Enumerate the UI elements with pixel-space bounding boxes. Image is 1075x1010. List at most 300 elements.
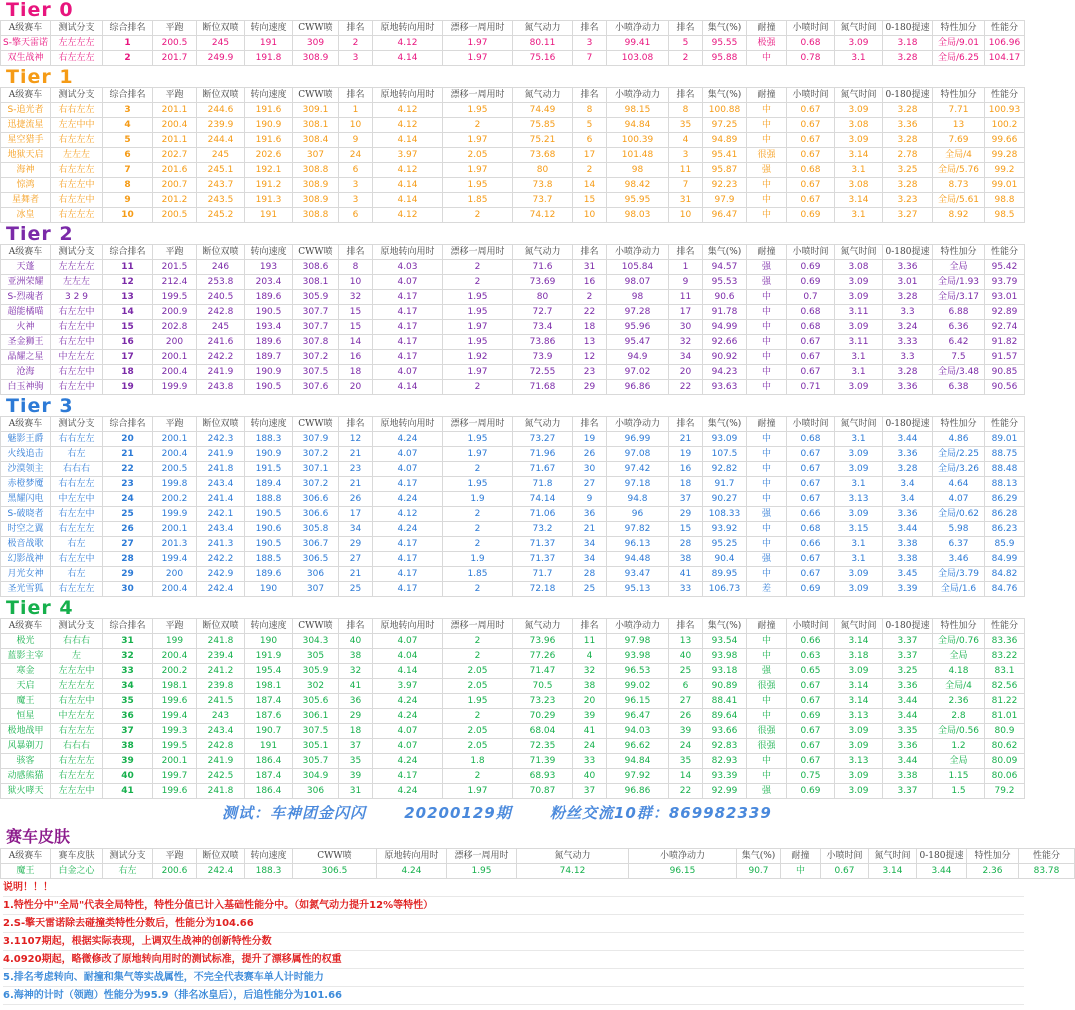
nitro-time-cell: 3.09 [835, 462, 883, 477]
nitro-power-cell: 72.55 [513, 365, 573, 380]
turn-speed-cell: 191.5 [245, 462, 293, 477]
rank-a-cell: 36 [339, 694, 373, 709]
table-header-row [1, 417, 1025, 432]
overall-rank-cell: 30 [103, 582, 153, 597]
turn-time-cell: 4.04 [373, 649, 443, 664]
cww-spray-cell: 305.1 [293, 739, 339, 754]
rank-b-cell: 5 [573, 118, 607, 133]
column-header: 0-180提速 [883, 21, 933, 36]
mini-spray-time-cell: 0.66 [787, 634, 835, 649]
overall-rank-cell: 31 [103, 634, 153, 649]
table-row [1, 432, 1025, 447]
column-header: 0-180提速 [883, 88, 933, 103]
turn-speed-cell: 189.7 [245, 350, 293, 365]
nitro-power-cell: 71.7 [513, 567, 573, 582]
rank-a-cell: 6 [339, 163, 373, 178]
rank-c-cell: 11 [669, 163, 703, 178]
nitro-power-cell: 71.37 [513, 537, 573, 552]
car-name-cell: 天蓬 [1, 260, 51, 275]
zero-to-180-cell: 3.39 [883, 582, 933, 597]
column-header: 平跑 [153, 21, 197, 36]
mini-spray-time-cell: 0.69 [787, 709, 835, 724]
mini-spray-time-cell: 0.67 [787, 754, 835, 769]
mini-spray-time-cell: 0.67 [787, 350, 835, 365]
nitro-time-cell: 3.1 [835, 163, 883, 178]
trait-bonus-cell: 全局/0.56 [933, 724, 985, 739]
mini-spray-time-cell: 0.67 [787, 694, 835, 709]
nitro-power-cell: 68.04 [513, 724, 573, 739]
drift-lap-time-cell: 1.97 [443, 447, 513, 462]
car-name-cell: 迅捷流星 [1, 118, 51, 133]
overall-rank-cell: 34 [103, 679, 153, 694]
cww-spray-cell: 308.9 [293, 178, 339, 193]
cww-spray-cell: 307.9 [293, 432, 339, 447]
rank-a-cell: 29 [339, 709, 373, 724]
zero-to-180-cell: 3.36 [883, 447, 933, 462]
nitro-time-cell: 3.09 [835, 133, 883, 148]
durability-cell: 中 [747, 769, 787, 784]
flat-speed-cell: 200.5 [153, 208, 197, 223]
rank-c-cell: 33 [669, 582, 703, 597]
break-double-spray-cell: 243.4 [197, 724, 245, 739]
turn-speed-cell: 193 [245, 260, 293, 275]
flat-speed-cell: 202.7 [153, 148, 197, 163]
skin-row [1, 864, 1075, 879]
test-branch-cell: 右左左左 [51, 163, 103, 178]
mini-spray-time-cell: 0.71 [787, 380, 835, 395]
zero-to-180-cell: 3.28 [883, 178, 933, 193]
column-header: 小喷时间 [787, 417, 835, 432]
table-row [1, 320, 1025, 335]
zero-to-180-cell: 3.45 [883, 567, 933, 582]
tier-table [0, 618, 1025, 799]
test-branch-cell: 右左左中 [51, 694, 103, 709]
column-header: 氮气时间 [869, 849, 917, 864]
tester-label: 测试：车神团金闪闪 [222, 804, 367, 822]
mini-spray-power-cell: 98.07 [607, 275, 669, 290]
column-header: 集气(%) [703, 88, 747, 103]
nitro-time-cell: 3.13 [835, 709, 883, 724]
cww-spray-cell: 307.7 [293, 320, 339, 335]
column-header: 综合排名 [103, 417, 153, 432]
turn-time-cell: 4.14 [373, 380, 443, 395]
nitro-time-cell: 3.14 [835, 148, 883, 163]
rank-b-cell: 41 [573, 724, 607, 739]
rank-a-cell: 26 [339, 492, 373, 507]
gas-percent-cell: 90.89 [703, 679, 747, 694]
rank-a-cell: 15 [339, 320, 373, 335]
turn-time-cell: 4.17 [373, 552, 443, 567]
column-header: 排名 [339, 417, 373, 432]
mini-spray-power-cell: 96.53 [607, 664, 669, 679]
overall-rank-cell: 14 [103, 305, 153, 320]
zero-to-180-cell: 3.44 [883, 432, 933, 447]
performance-score-cell: 86.29 [985, 492, 1025, 507]
turn-speed-cell: 202.6 [245, 148, 293, 163]
rank-c-cell: 11 [669, 290, 703, 305]
durability-cell: 中 [747, 365, 787, 380]
mini-spray-power-cell: 94.48 [607, 552, 669, 567]
trait-bonus-cell: 全局/2.25 [933, 447, 985, 462]
nitro-power-cell: 74.12 [513, 208, 573, 223]
nitro-power-cell: 71.39 [513, 754, 573, 769]
break-double-spray-cell: 241.8 [197, 784, 245, 799]
turn-speed-cell: 191.6 [245, 133, 293, 148]
car-name-cell: 超能橘喵 [1, 305, 51, 320]
column-header: 0-180提速 [883, 619, 933, 634]
column-header: 集气(%) [703, 21, 747, 36]
trait-bonus-cell: 6.88 [933, 305, 985, 320]
drift-lap-time-cell: 1.97 [443, 36, 513, 51]
turn-time-cell: 4.14 [373, 178, 443, 193]
nitro-time-cell: 3.08 [835, 260, 883, 275]
zero-to-180-cell: 3.36 [883, 380, 933, 395]
drift-lap-time-cell: 1.95 [443, 290, 513, 305]
zero-to-180-cell: 3.37 [883, 634, 933, 649]
zero-to-180-cell: 3.24 [883, 320, 933, 335]
cww-spray-cell: 308.8 [293, 208, 339, 223]
column-header: 漂移一周用时 [443, 21, 513, 36]
column-header: 测试分支 [51, 619, 103, 634]
nitro-power-cell: 75.85 [513, 118, 573, 133]
zero-to-180-cell: 3.36 [883, 507, 933, 522]
break-double-spray-cell: 245.2 [197, 208, 245, 223]
cww-spray-cell: 309.1 [293, 103, 339, 118]
turn-time-cell: 4.17 [373, 305, 443, 320]
nitro-time-cell: 3.09 [835, 664, 883, 679]
flat-speed-cell: 200.7 [153, 178, 197, 193]
performance-score-cell: 90.85 [985, 365, 1025, 380]
trait-bonus-cell: 13 [933, 118, 985, 133]
break-double-spray-cell: 239.9 [197, 118, 245, 133]
skin-cell: 306.5 [293, 864, 377, 879]
durability-cell: 中 [747, 537, 787, 552]
test-branch-cell: 左左左左 [51, 260, 103, 275]
test-branch-cell: 右左左左 [51, 754, 103, 769]
tier-section [0, 224, 1024, 395]
break-double-spray-cell: 249.9 [197, 51, 245, 66]
turn-speed-cell: 191.9 [245, 649, 293, 664]
drift-lap-time-cell: 1.95 [443, 103, 513, 118]
column-header: CWW喷 [293, 417, 339, 432]
durability-cell: 中 [747, 709, 787, 724]
trait-bonus-cell: 全局/1.6 [933, 582, 985, 597]
turn-time-cell: 4.24 [373, 784, 443, 799]
flat-speed-cell: 200.4 [153, 649, 197, 664]
rank-a-cell: 32 [339, 664, 373, 679]
rank-a-cell: 41 [339, 679, 373, 694]
rank-b-cell: 33 [573, 754, 607, 769]
trait-bonus-cell: 8.73 [933, 178, 985, 193]
tier-title: Tier 0 [6, 0, 74, 21]
table-row [1, 694, 1025, 709]
rank-a-cell: 21 [339, 447, 373, 462]
performance-score-cell: 88.48 [985, 462, 1025, 477]
trait-bonus-cell: 7.5 [933, 350, 985, 365]
rank-b-cell: 8 [573, 103, 607, 118]
car-name-cell: 海神 [1, 163, 51, 178]
table-row [1, 634, 1025, 649]
rank-b-cell: 2 [573, 163, 607, 178]
column-header: 平跑 [153, 417, 197, 432]
overall-rank-cell: 15 [103, 320, 153, 335]
zero-to-180-cell: 3.36 [883, 679, 933, 694]
column-header: 排名 [339, 245, 373, 260]
nitro-time-cell: 3.09 [835, 447, 883, 462]
cww-spray-cell: 308.6 [293, 260, 339, 275]
rank-a-cell: 1 [339, 103, 373, 118]
drift-lap-time-cell: 1.9 [443, 492, 513, 507]
drift-lap-time-cell: 1.97 [443, 163, 513, 178]
mini-spray-power-cell: 98 [607, 163, 669, 178]
turn-speed-cell: 190.7 [245, 724, 293, 739]
gas-percent-cell: 91.7 [703, 477, 747, 492]
table-row [1, 103, 1025, 118]
rank-b-cell: 39 [573, 709, 607, 724]
drift-lap-time-cell: 1.95 [443, 305, 513, 320]
turn-time-cell: 4.17 [373, 537, 443, 552]
performance-score-cell: 84.99 [985, 552, 1025, 567]
column-header: 原地转向用时 [377, 849, 447, 864]
test-branch-cell: 右左左左 [51, 522, 103, 537]
table-row [1, 537, 1025, 552]
column-header: 集气(%) [703, 619, 747, 634]
durability-cell: 中 [747, 290, 787, 305]
turn-speed-cell: 189.6 [245, 290, 293, 305]
note-line: 3.1107期起，根据实际表现，上调双生战神的创新特性分数 [3, 933, 1024, 951]
rank-c-cell: 8 [669, 103, 703, 118]
durability-cell: 中 [747, 522, 787, 537]
rank-a-cell: 27 [339, 552, 373, 567]
mini-spray-power-cell: 97.42 [607, 462, 669, 477]
rank-b-cell: 36 [573, 507, 607, 522]
mini-spray-time-cell: 0.67 [787, 103, 835, 118]
gas-percent-cell: 95.55 [703, 36, 747, 51]
skin-cell: 2.36 [967, 864, 1019, 879]
mini-spray-time-cell: 0.67 [787, 567, 835, 582]
zero-to-180-cell: 3.28 [883, 462, 933, 477]
drift-lap-time-cell: 2.05 [443, 679, 513, 694]
performance-score-cell: 95.42 [985, 260, 1025, 275]
table-row [1, 365, 1025, 380]
trait-bonus-cell: 4.86 [933, 432, 985, 447]
trait-bonus-cell: 全局/9.01 [933, 36, 985, 51]
rank-b-cell: 40 [573, 769, 607, 784]
mini-spray-time-cell: 0.75 [787, 769, 835, 784]
turn-speed-cell: 191 [245, 36, 293, 51]
table-row [1, 507, 1025, 522]
flat-speed-cell: 201.7 [153, 51, 197, 66]
overall-rank-cell: 1 [103, 36, 153, 51]
table-row [1, 133, 1025, 148]
break-double-spray-cell: 239.8 [197, 679, 245, 694]
flat-speed-cell: 200 [153, 335, 197, 350]
performance-score-cell: 91.57 [985, 350, 1025, 365]
rank-b-cell: 3 [573, 36, 607, 51]
zero-to-180-cell: 3.25 [883, 664, 933, 679]
trait-bonus-cell: 5.98 [933, 522, 985, 537]
table-header-row [1, 21, 1025, 36]
car-name-cell: 火线追击 [1, 447, 51, 462]
nitro-power-cell: 74.14 [513, 492, 573, 507]
turn-time-cell: 4.07 [373, 447, 443, 462]
trait-bonus-cell: 全局/5.76 [933, 163, 985, 178]
rank-a-cell: 14 [339, 335, 373, 350]
overall-rank-cell: 26 [103, 522, 153, 537]
table-row [1, 447, 1025, 462]
column-header: 氮气时间 [835, 88, 883, 103]
performance-score-cell: 86.23 [985, 522, 1025, 537]
flat-speed-cell: 199.9 [153, 507, 197, 522]
break-double-spray-cell: 245 [197, 320, 245, 335]
rank-b-cell: 27 [573, 477, 607, 492]
break-double-spray-cell: 244.4 [197, 133, 245, 148]
mini-spray-power-cell: 93.47 [607, 567, 669, 582]
mini-spray-power-cell: 100.39 [607, 133, 669, 148]
nitro-power-cell: 71.96 [513, 447, 573, 462]
gas-percent-cell: 93.39 [703, 769, 747, 784]
drift-lap-time-cell: 2 [443, 537, 513, 552]
turn-speed-cell: 190.5 [245, 507, 293, 522]
column-header: 排名 [573, 417, 607, 432]
nitro-power-cell: 73.86 [513, 335, 573, 350]
break-double-spray-cell: 242.1 [197, 507, 245, 522]
mini-spray-time-cell: 0.66 [787, 507, 835, 522]
skin-cell: 200.6 [153, 864, 197, 879]
zero-to-180-cell: 3.38 [883, 537, 933, 552]
column-header: 综合排名 [103, 88, 153, 103]
rank-a-cell: 9 [339, 133, 373, 148]
test-branch-cell: 右右右 [51, 739, 103, 754]
rank-b-cell: 38 [573, 679, 607, 694]
break-double-spray-cell: 243.4 [197, 477, 245, 492]
turn-speed-cell: 186.4 [245, 754, 293, 769]
gas-percent-cell: 95.88 [703, 51, 747, 66]
mini-spray-power-cell: 96.86 [607, 380, 669, 395]
column-header: 特性加分 [933, 88, 985, 103]
column-header: 原地转向用时 [373, 88, 443, 103]
cww-spray-cell: 304.9 [293, 769, 339, 784]
rank-c-cell: 20 [669, 365, 703, 380]
test-branch-cell: 左左左 [51, 148, 103, 163]
cww-spray-cell: 306.5 [293, 552, 339, 567]
flat-speed-cell: 201.1 [153, 133, 197, 148]
flat-speed-cell: 200.4 [153, 582, 197, 597]
rank-a-cell: 12 [339, 432, 373, 447]
break-double-spray-cell: 242.2 [197, 350, 245, 365]
column-header: 0-180提速 [883, 417, 933, 432]
gas-percent-cell: 108.33 [703, 507, 747, 522]
test-branch-cell: 右右左左 [51, 103, 103, 118]
flat-speed-cell: 199.6 [153, 784, 197, 799]
test-branch-cell: 右左左左 [51, 208, 103, 223]
turn-time-cell: 4.12 [373, 208, 443, 223]
rank-c-cell: 15 [669, 522, 703, 537]
performance-score-cell: 85.9 [985, 537, 1025, 552]
overall-rank-cell: 18 [103, 365, 153, 380]
test-branch-cell: 右左左左 [51, 51, 103, 66]
car-name-cell: 天启 [1, 679, 51, 694]
turn-time-cell: 4.17 [373, 320, 443, 335]
tier-table [0, 416, 1025, 597]
performance-score-cell: 84.76 [985, 582, 1025, 597]
gas-percent-cell: 90.92 [703, 350, 747, 365]
nitro-power-cell: 71.47 [513, 664, 573, 679]
rank-a-cell: 21 [339, 567, 373, 582]
flat-speed-cell: 198.1 [153, 679, 197, 694]
rank-b-cell: 16 [573, 275, 607, 290]
rank-c-cell: 40 [669, 649, 703, 664]
trait-bonus-cell: 全局/3.17 [933, 290, 985, 305]
nitro-time-cell: 3.1 [835, 537, 883, 552]
column-header: 氮气时间 [835, 417, 883, 432]
test-branch-cell: 右左 [51, 537, 103, 552]
nitro-time-cell: 3.09 [835, 724, 883, 739]
table-row [1, 208, 1025, 223]
break-double-spray-cell: 239.4 [197, 649, 245, 664]
durability-cell: 很强 [747, 679, 787, 694]
column-header: 排名 [339, 619, 373, 634]
test-branch-cell: 左左左左 [51, 36, 103, 51]
rank-c-cell: 32 [669, 335, 703, 350]
mini-spray-power-cell: 96.15 [607, 694, 669, 709]
durability-cell: 中 [747, 380, 787, 395]
test-branch-cell: 左 [51, 649, 103, 664]
column-header: 转向速度 [245, 849, 293, 864]
table-row [1, 664, 1025, 679]
column-header: 漂移一周用时 [447, 849, 517, 864]
rank-c-cell: 41 [669, 567, 703, 582]
column-header: 漂移一周用时 [443, 88, 513, 103]
rank-b-cell: 26 [573, 447, 607, 462]
rank-a-cell: 8 [339, 260, 373, 275]
column-header: 综合排名 [103, 245, 153, 260]
durability-cell: 中 [747, 335, 787, 350]
zero-to-180-cell: 3.28 [883, 133, 933, 148]
flat-speed-cell: 199.4 [153, 552, 197, 567]
trait-bonus-cell: 2.36 [933, 694, 985, 709]
car-name-cell: 极光 [1, 634, 51, 649]
gas-percent-cell: 96.47 [703, 208, 747, 223]
test-branch-cell: 中左左左 [51, 350, 103, 365]
skin-cell: 3.44 [917, 864, 967, 879]
performance-score-cell: 81.22 [985, 694, 1025, 709]
test-branch-cell: 右左 [51, 447, 103, 462]
zero-to-180-cell: 3.36 [883, 739, 933, 754]
drift-lap-time-cell: 1.85 [443, 193, 513, 208]
turn-speed-cell: 188.5 [245, 552, 293, 567]
turn-speed-cell: 189.6 [245, 567, 293, 582]
turn-speed-cell: 190.5 [245, 305, 293, 320]
gas-percent-cell: 91.78 [703, 305, 747, 320]
rank-b-cell: 23 [573, 365, 607, 380]
nitro-time-cell: 3.14 [835, 193, 883, 208]
mini-spray-time-cell: 0.67 [787, 133, 835, 148]
column-header: 断位双喷 [197, 21, 245, 36]
overall-rank-cell: 17 [103, 350, 153, 365]
drift-lap-time-cell: 1.97 [443, 133, 513, 148]
cww-spray-cell: 308.4 [293, 133, 339, 148]
table-row [1, 148, 1025, 163]
performance-score-cell: 80.9 [985, 724, 1025, 739]
break-double-spray-cell: 243.4 [197, 522, 245, 537]
test-branch-cell: 3 2 9 [51, 290, 103, 305]
break-double-spray-cell: 242.9 [197, 567, 245, 582]
gas-percent-cell: 82.93 [703, 754, 747, 769]
performance-score-cell: 88.75 [985, 447, 1025, 462]
nitro-power-cell: 73.8 [513, 178, 573, 193]
test-branch-cell: 左左左 [51, 275, 103, 290]
